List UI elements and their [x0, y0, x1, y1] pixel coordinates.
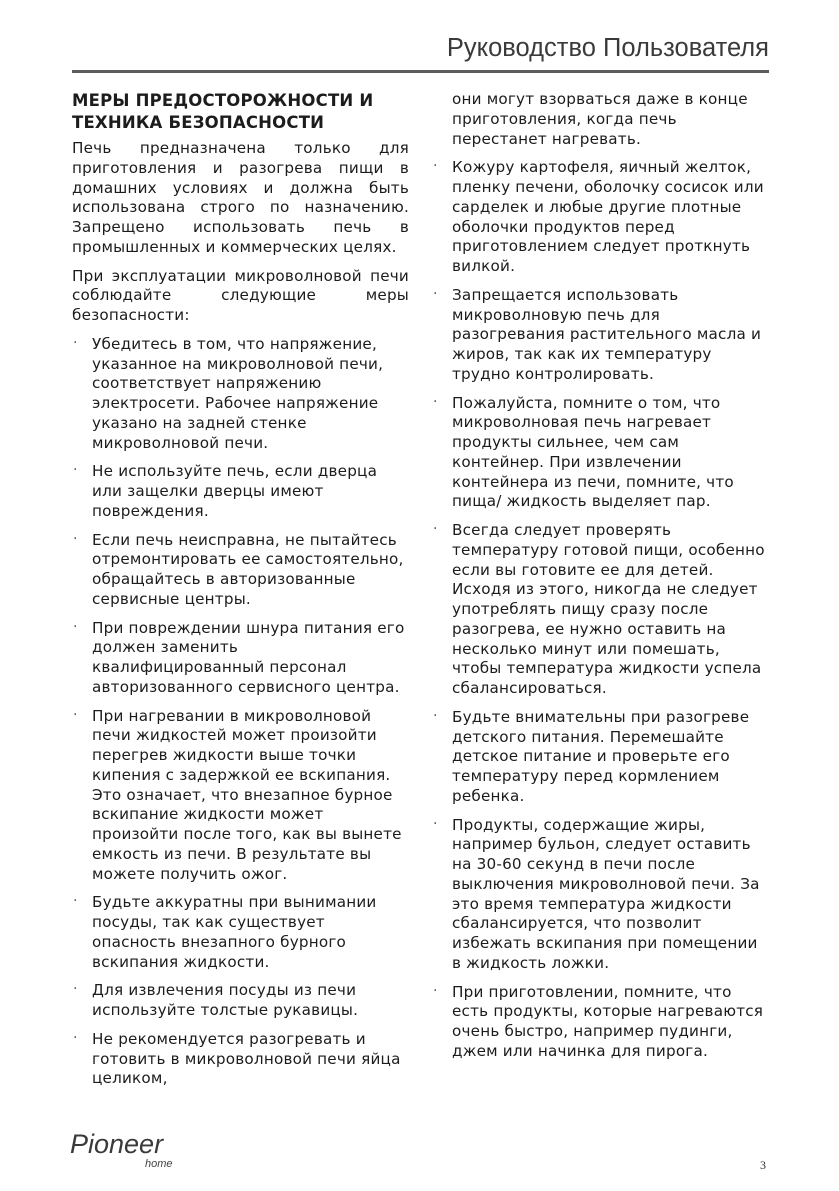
- header-divider: [72, 70, 769, 73]
- list-item: [72, 619, 409, 698]
- list-item-text: Не рекомендуется разогревать и готовить в микроволновой печи яйца целиком,: [92, 1029, 401, 1088]
- list-item-text: Продукты, содержащие жиры, например бульон, следует оставить на 30-60 секунд в печи после выключения микроволновой печи. За это время температура жидкости сбалансируется, что позволит избежать вскипания при помещении в жидкость ложки.: [452, 815, 760, 972]
- list-item-text: Будьте аккуратны при вынимании посуды, так как существует опасность внезапного бурного вскипания жидкости.: [92, 893, 377, 971]
- bullet-dot-icon: ·: [433, 982, 438, 999]
- list-item: [72, 531, 409, 610]
- list-item: [432, 286, 769, 385]
- bullet-dot-icon: ·: [73, 1029, 78, 1046]
- list-item: [432, 394, 769, 513]
- brand-logo-subtitle: home: [145, 1158, 173, 1170]
- page-header-title: Руководство Пользователя: [446, 34, 769, 62]
- brand-logo: Pioneer: [70, 1129, 164, 1159]
- list-item: [72, 981, 409, 1021]
- list-item-text: Кожуру картофеля, яичный желток, пленку печени, оболочку сосисок или сарделек и любые другие плотные оболочки продуктов перед приготовлением следует проткнуть вилкой.: [452, 158, 764, 275]
- intro-paragraph: Печь предназначена только для приготовления и разогрева пищи в домашних условиях и должна быть использована строго по назначению. Запрещено использовать печь в промышленных и коммерческих целях.: [72, 139, 409, 256]
- right-column: [432, 90, 769, 1071]
- list-item: [432, 521, 769, 699]
- bullet-dot-icon: ·: [433, 393, 438, 410]
- safety-list: [72, 335, 409, 1089]
- bullet-dot-icon: ·: [73, 893, 78, 910]
- bullet-dot-icon: ·: [73, 462, 78, 479]
- list-item-text: Не используйте печь, если дверца или защелки дверцы имеют повреждения.: [92, 462, 378, 520]
- bullet-dot-icon: ·: [73, 981, 78, 998]
- bullet-dot-icon: ·: [73, 706, 78, 723]
- list-item-text: При приготовлении, помните, что есть продукты, которые нагреваются очень быстро, например пудинги, джем или начинка для пирога.: [452, 982, 764, 1060]
- list-item-text: При повреждении шнура питания его должен заменить квалифицированный персонал авторизованного сервисного центра.: [92, 618, 405, 696]
- list-item: [72, 335, 409, 454]
- list-item-text: При нагревании в микроволновой печи жидкостей может произойти перегрев жидкости выше точки кипения с задержкой ее вскипания. Это означает, что внезапное бурное вскипание жидкости может произойти после того, как вы вынете емкость из печи. В результате вы можете получить ожог.: [92, 706, 402, 883]
- list-item-text: Пожалуйста, помните о том, что микроволновая печь нагревает продукты сильнее, чем сам контейнер. При извлечении контейнера из печи, помните, что пища/ жидкость выделяет пар.: [452, 393, 734, 511]
- list-item: [432, 708, 769, 807]
- section-heading: МЕРЫ ПРЕДОСТОРОЖНОСТИ И ТЕХНИКА БЕЗОПАСНОСТИ: [72, 91, 374, 132]
- list-item-text: Если печь неисправна, не пытайтесь отремонтировать ее самостоятельно, обращайтесь в авторизованные сервисные центры.: [92, 530, 404, 608]
- list-item-text: они могут взорваться даже в конце приготовления, когда печь перестанет нагревать.: [452, 90, 748, 148]
- list-item: [72, 462, 409, 521]
- left-column: [72, 90, 409, 1098]
- bullet-dot-icon: ·: [73, 618, 78, 635]
- list-item-text: Будьте внимательны при разогреве детского питания. Перемешайте детское питание и проверьте его температуру перед кормлением ребенка.: [452, 707, 750, 805]
- intro-paragraph: При эксплуатации микроволновой печи соблюдайте следующие меры безопасности:: [72, 266, 409, 324]
- page-number: 3: [760, 1158, 766, 1172]
- bullet-dot-icon: ·: [433, 521, 438, 537]
- list-item: [432, 983, 769, 1062]
- bullet-dot-icon: ·: [433, 285, 438, 302]
- bullet-dot-icon: ·: [433, 707, 438, 724]
- list-item: [72, 707, 409, 885]
- list-item: [432, 158, 769, 277]
- bullet-dot-icon: ·: [73, 334, 78, 351]
- list-item: [432, 816, 769, 974]
- list-item-continuation: [432, 90, 769, 149]
- bullet-dot-icon: ·: [433, 158, 438, 175]
- bullet-dot-icon: ·: [73, 530, 78, 547]
- list-item-text: Убедитесь в том, что напряжение, указанное на микроволновой печи, соответствует напряжению электросети. Рабочее напряжение указано на задней стенке микроволновой печи.: [92, 334, 384, 452]
- safety-list-continued: [432, 90, 769, 1062]
- list-item-text: Для извлечения посуды из печи используйте толстые рукавицы.: [92, 981, 359, 1019]
- list-item: [72, 893, 409, 972]
- bullet-dot-icon: ·: [433, 815, 438, 832]
- list-item-text: Запрещается использовать микроволновую печь для разогревания растительного масла и жиров, так как их температуру трудно контролировать.: [452, 285, 762, 383]
- list-item-text: Всегда следует проверять температуру готовой пищи, особенно если вы готовите ее для детей. Исходя из этого, никогда не следует употреблять пищу сразу после разогрева, ее нужно оставить на несколько минут или помешать, чтобы температура жидкости успела сбалансироваться.: [452, 521, 765, 697]
- list-item: [72, 1030, 409, 1089]
